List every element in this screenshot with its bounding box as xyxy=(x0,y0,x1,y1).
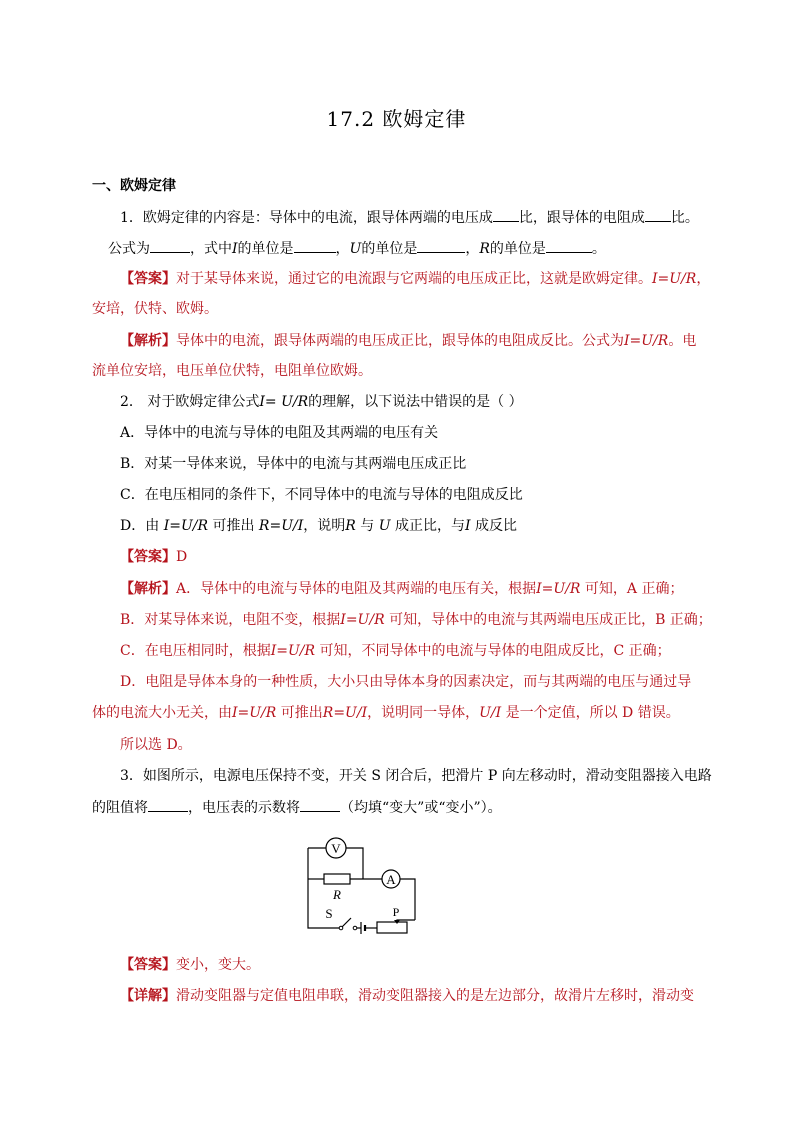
blank xyxy=(417,238,465,253)
resistor-label: R xyxy=(333,887,341,902)
wire-right xyxy=(400,879,415,920)
ammeter-label: A xyxy=(386,872,396,887)
blank xyxy=(493,207,519,222)
switch-contact xyxy=(339,926,343,930)
q2-option-c: C．在电压相同的条件下，不同导体中的电流与导体的电阻成反比 xyxy=(120,487,523,503)
answer-tag: 【答案】 xyxy=(120,549,176,565)
rheostat xyxy=(377,922,407,933)
explanation-tag: 【解析】 xyxy=(120,333,176,349)
section-heading: 一、欧姆定律 xyxy=(92,178,176,194)
q2-option-a: A．导体中的电流与导体的电阻及其两端的电压有关 xyxy=(120,425,439,441)
q2-stem: 2． 对于欧姆定律公式I= U/R的理解，以下说法中错误的是（ ） xyxy=(120,394,523,410)
q2-explanation-d2: 体的电流大小无关，由I=U/R 可推出R=U/I，说明同一导体，U/I 是一个定值，所以 D 错误。 xyxy=(92,705,680,721)
q2-explanation-b: B．对某导体来说，电阻不变，根据I=U/R 可知，导体中的电流与其两端电压成正比，B 正确； xyxy=(120,612,712,628)
blank xyxy=(300,797,340,812)
q2-answer: 【答案】D xyxy=(120,549,188,565)
q3-line1: 3．如图所示，电源电压保持不变，开关 S 闭合后，把滑片 P 向左移动时，滑动变阻器接入电路 xyxy=(120,768,712,784)
q2-explanation-d1: D．电阻是导体本身的一种性质，大小只由导体本身的因素决定，而与其两端的电压与通过导 xyxy=(120,674,692,690)
q1-line1: 1．欧姆定律的内容是：导体中的电流，跟导体两端的电压成 比，跟导体的电阻成 比。 xyxy=(120,207,699,228)
q3-answer: 【答案】变小，变大。 xyxy=(120,957,260,973)
q2-conclusion: 所以选 D。 xyxy=(120,737,192,753)
circuit-diagram xyxy=(295,830,425,935)
blank xyxy=(645,207,671,222)
q2-option-b: B．对某一导体来说，导体中的电流与其两端电压成正比 xyxy=(120,456,467,472)
q2-explanation-a: 【解析】A．导体中的电流与导体的电阻及其两端的电压有关，根据I=U/R 可知，A 正确； xyxy=(120,581,684,597)
q1-line2: 公式为 ，式中I的单位是 ，U的单位是 ，R的单位是 。 xyxy=(108,238,606,259)
blank xyxy=(150,238,190,253)
q1-explanation: 【解析】导体中的电流，跟导体两端的电压成正比，跟导体的电阻成反比。公式为I=U/R。电 xyxy=(120,333,697,349)
detail-tag: 【详解】 xyxy=(120,988,176,1004)
q3-detail: 【详解】滑动变阻器与定值电阻串联，滑动变阻器接入的是左边部分，故滑片左移时，滑动变 xyxy=(120,988,694,1004)
resistor-r xyxy=(324,874,350,884)
slider-label: P xyxy=(392,905,400,919)
blank xyxy=(546,238,592,253)
answer-tag: 【答案】 xyxy=(120,957,176,973)
page-title: 17.2 欧姆定律 xyxy=(326,107,467,131)
q3-line2: 的阻值将 ，电压表的示数将 （均填“变大”或“变小”）。 xyxy=(92,797,502,818)
q2-option-d: D．由 I=U/R 可推出 R=U/I，说明R 与 U 成正比，与I 成反比 xyxy=(120,518,517,534)
switch-contact xyxy=(353,926,357,930)
voltmeter-label: V xyxy=(331,841,341,856)
explanation-tag: 【解析】 xyxy=(120,581,176,597)
answer-tag: 【答案】 xyxy=(120,271,176,287)
blank xyxy=(148,797,188,812)
switch-label: S xyxy=(325,906,333,921)
q1-explanation-cont: 流单位安培，电压单位伏特，电阻单位欧姆。 xyxy=(92,363,372,379)
blank xyxy=(294,238,336,253)
q2-explanation-c: C．在电压相同时，根据I=U/R 可知，不同导体中的电流与导体的电阻成反比，C 正确； xyxy=(120,643,671,659)
q1-answer: 【答案】对于某导体来说，通过它的电流跟与它两端的电压成正比，这就是欧姆定律。I=U/R， xyxy=(120,271,711,287)
q1-answer-cont: 安培，伏特、欧姆。 xyxy=(92,301,218,317)
